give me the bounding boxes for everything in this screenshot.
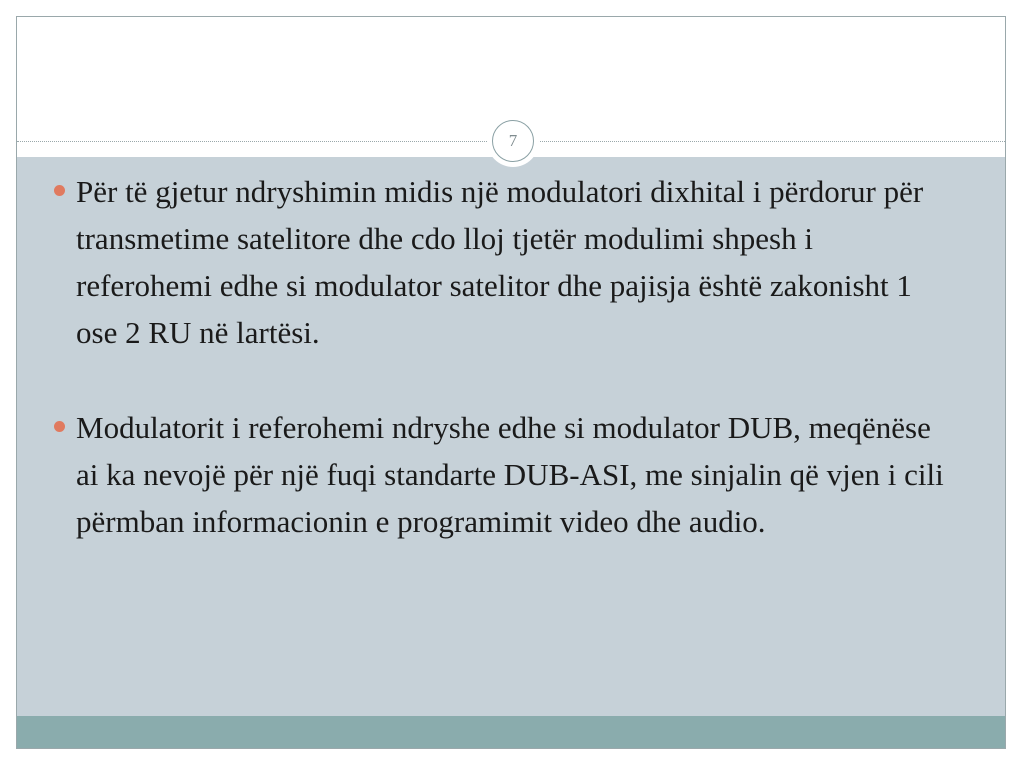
bullet-text: Për të gjetur ndryshimin midis një modulatori dixhital i përdorur për transmetime satelitore dhe cdo lloj tjetër modulimi shpesh i referohemi edhe si modulator satelitor dhe pajisja është zakonisht 1 ose 2 RU në lartësi. bbox=[76, 174, 924, 350]
bullet-item bbox=[54, 168, 954, 356]
bullet-text: Modulatorit i referohemi ndryshe edhe si modulator DUB, meqënëse ai ka nevojë për një fuqi standarte DUB-ASI, me sinjalin që vjen i cili përmban informacionin e programimit video dhe audio. bbox=[76, 410, 944, 539]
page-number: 7 bbox=[492, 120, 534, 162]
page-number-badge bbox=[487, 115, 539, 167]
bullet-item bbox=[54, 404, 954, 545]
bullet-dot-icon bbox=[54, 421, 65, 432]
bullet-dot-icon bbox=[54, 185, 65, 196]
slide-footer-band bbox=[17, 716, 1005, 749]
bullet-list bbox=[54, 168, 954, 545]
